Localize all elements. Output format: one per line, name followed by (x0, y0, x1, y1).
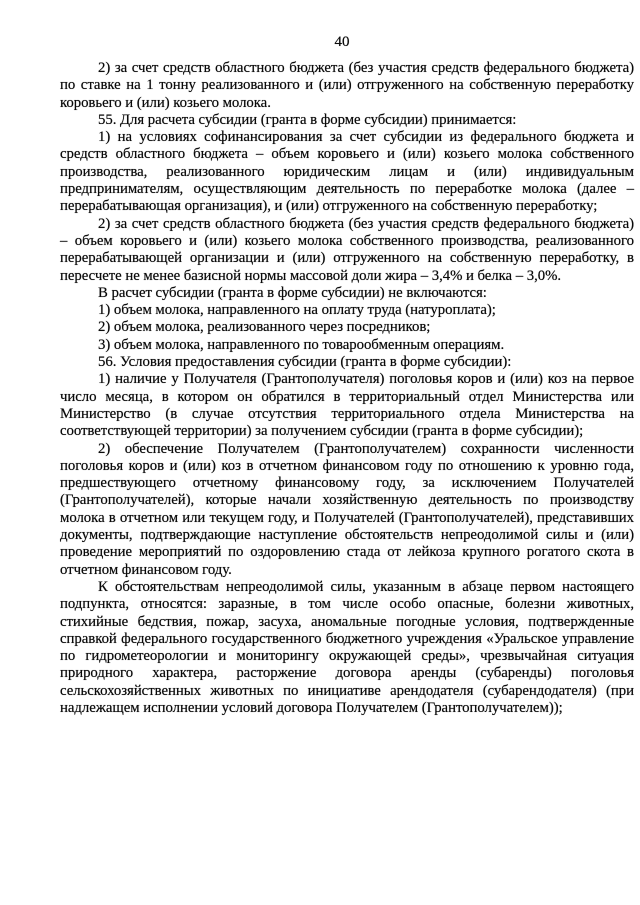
paragraph: 1) объем молока, направленного на оплату труда (натуроплата); (98, 302, 496, 319)
paragraph: 3) объем молока, направленного по товарообменным операциям. (98, 336, 505, 353)
paragraph: В расчет субсидии (гранта в форме субсидии) не включаются: (98, 284, 487, 301)
page-number: 40 (334, 34, 350, 50)
paragraph: 55. Для расчета субсидии (гранта в форме субсидии) принимается: (98, 111, 517, 128)
paragraph: 2) обеспечение Получателем (Грантополучателем) сохранности численности поголовья коров и (или) коз в отчетном финансовом году по отношению к уровню года, предшествующего отчетному финансовому году, за исключением Получателей (Грантополучателей), которые начали хозяйственную деятельность по производству молока в отчетном или текущем году, и Получателей (Грантополучателей), представивших документы, подтверждающие наступление обстоятельств непреодолимой силы и (или) проведение мероприятий по оздоровлению стада от лейкоза крупного рогатого скота в отчетном финансовом году. (60, 440, 634, 578)
paragraph: 1) на условиях софинансирования за счет субсидии из федерального бюджета и средств областного бюджета – объем коровьего и (или) козьего молока собственного производства, реализованного юридическим лицам и (или) индивидуальным предпринимателям, осуществляющим деятельность по переработке молока (далее – перерабатывающая организация), и (или) отгруженного на собственную переработку; (60, 129, 634, 215)
paragraph: 2) объем молока, реализованного через посредников; (98, 319, 431, 336)
paragraph: 2) за счет средств областного бюджета (без участия средств федерального бюджета) – объем коровьего и (или) козьего молока собственного производства, реализованного перерабатывающей организации и (или) отгруженного на собственную переработку, в пересчете не менее базисной нормы массовой доли жира – 3,4% и белка – 3,0%. (60, 215, 634, 284)
document-body (0, 51, 640, 717)
paragraph: 56. Условия предоставления субсидии (гранта в форме субсидии): (98, 354, 512, 371)
paragraph: 2) за счет средств областного бюджета (без участия средств федерального бюджета) по ставке на 1 тонну реализованного и (или) отгруженного на собственную переработку коровьего и (или) козьего молока. (60, 60, 634, 111)
paragraph: К обстоятельствам непреодолимой силы, указанным в абзаце первом настоящего подпункта, относятся: заразные, в том числе особо опасные, болезни животных, стихийные бедствия, пожар, засуха, аномальные погодные условия, подтвержденные справкой федерального государственного бюджетного учреждения «Уральское управление по гидрометеорологии и мониторингу окружающей среды», чрезвычайная ситуация природного характера, расторжение договора аренды (субаренды) поголовья сельскохозяйственных животных по инициативе арендодателя (субарендодателя) (при надлежащем исполнении условий договора Получателем (Грантополучателем)); (60, 578, 634, 716)
paragraph: 1) наличие у Получателя (Грантополучателя) поголовья коров и (или) коз на первое число месяца, в котором он обратился в территориальный отдел Министерства или Министерство (в случае отсутствия территориального отдела Министерства на соответствующей территории) за получением субсидии (гранта в форме субсидии); (60, 371, 634, 440)
